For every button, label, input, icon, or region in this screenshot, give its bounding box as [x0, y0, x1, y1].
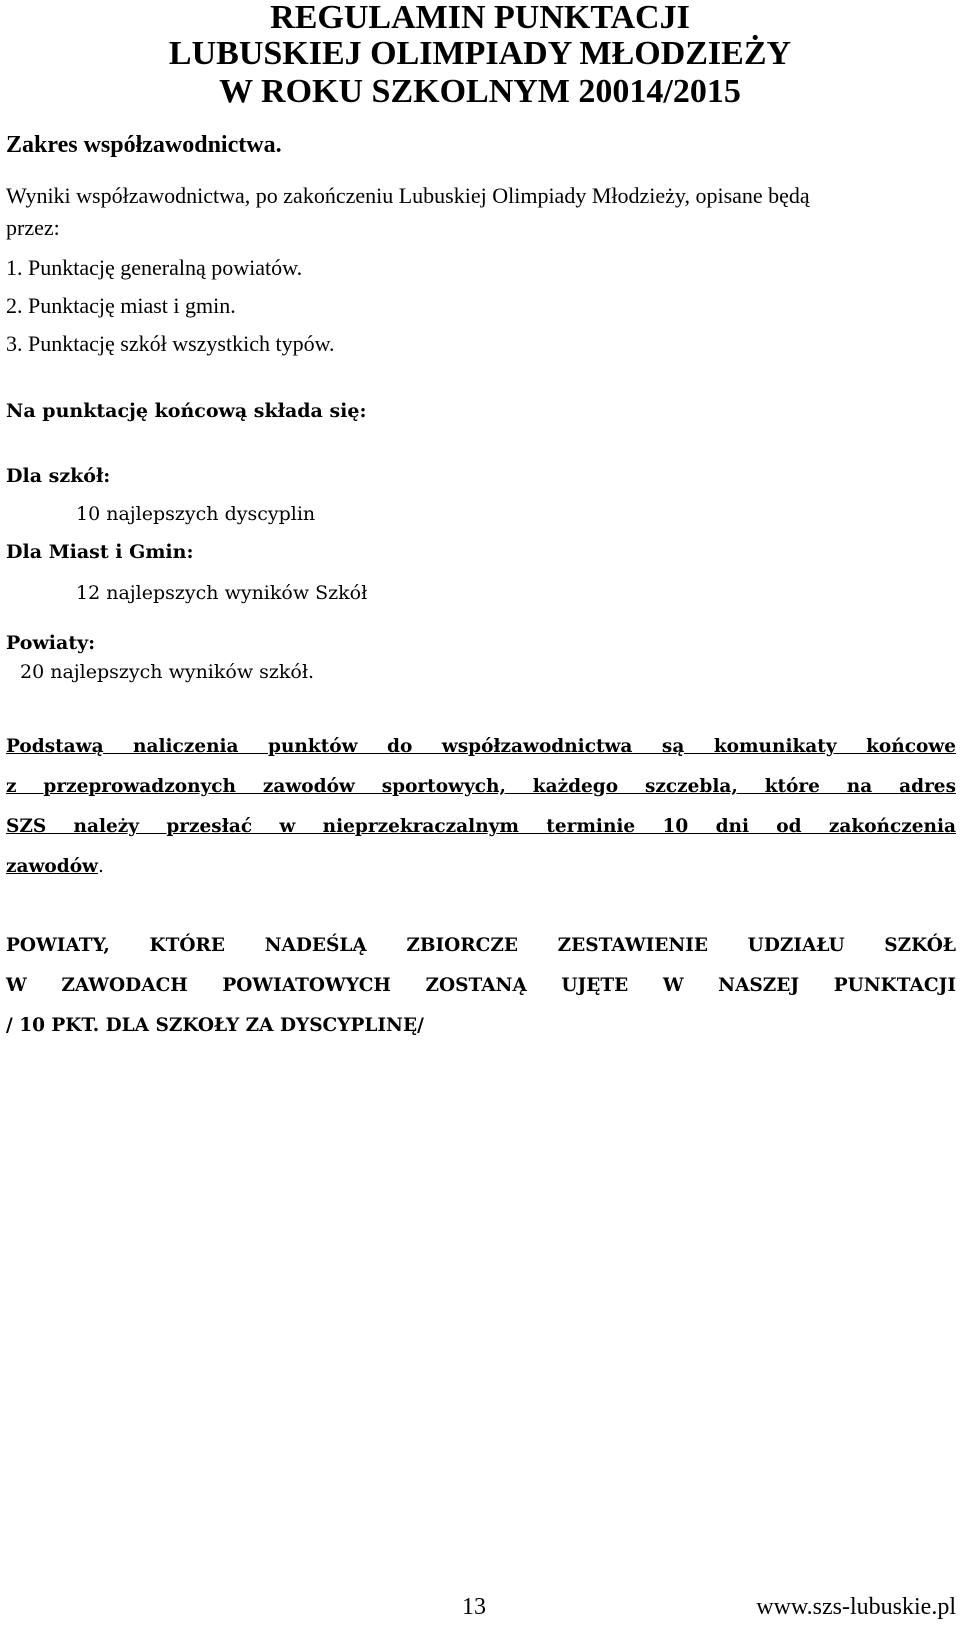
page-number: 13 [462, 1594, 486, 1620]
document-title-line-1: REGULAMIN PUNKTACJI [270, 0, 690, 36]
basis-line-2: z przeprowadzonych zawodów sportowych, każdego szczebla, które na adres [6, 776, 956, 797]
scope-item-3: 3. Punktację szkół wszystkich typów. [6, 331, 335, 356]
document-title-line-2: LUBUSKIEJ OLIMPIADY MŁODZIEŻY [168, 35, 792, 72]
schools-value: 10 najlepszych dyscyplin [76, 503, 316, 525]
scope-heading: Zakres współzawodnictwa. [6, 132, 282, 158]
scope-intro-line-2: przez: [6, 215, 60, 240]
scope-item-1: 1. Punktację generalną powiatów. [6, 255, 303, 280]
scope-item-2: 2. Punktację miast i gmin. [6, 293, 236, 318]
basis-line-1: Podstawą naliczenia punktów do współzawodnictwa są komunikaty końcowe [6, 736, 956, 757]
basis-line-4-tail: . [97, 856, 104, 877]
cities-value: 12 najlepszych wyników Szkół [76, 582, 368, 604]
notice-line-1: POWIATY, KTÓRE NADEŚLĄ ZBIORCZE ZESTAWIENIE UDZIAŁU SZKÓŁ [6, 935, 956, 956]
basis-line-3: SZS należy przesłać w nieprzekraczalnym terminie 10 dni od zakończenia [6, 816, 956, 837]
scope-intro-line-1: Wyniki współzawodnictwa, po zakończeniu Lubuskiej Olimpiady Młodzieży, opisane będą [6, 183, 810, 208]
counties-value: 20 najlepszych wyników szkół. [20, 661, 315, 683]
counties-label: Powiaty: [6, 632, 96, 654]
basis-line-4-underlined: zawodów [6, 856, 98, 877]
schools-label: Dla szkół: [6, 465, 111, 487]
footer-url: www.szs-lubuskie.pl [756, 1594, 956, 1620]
document-title-line-3: W ROKU SZKOLNYM 20014/2015 [219, 73, 741, 110]
cities-label: Dla Miast i Gmin: [6, 541, 194, 563]
notice-line-2: W ZAWODACH POWIATOWYCH ZOSTANĄ UJĘTE W NASZEJ PUNKTACJI [6, 975, 956, 996]
notice-line-3: / 10 PKT. DLA SZKOŁY ZA DYSCYPLINĘ/ [6, 1015, 424, 1036]
final-score-heading: Na punktację końcową składa się: [6, 400, 367, 422]
basis-line-4 [6, 856, 956, 878]
